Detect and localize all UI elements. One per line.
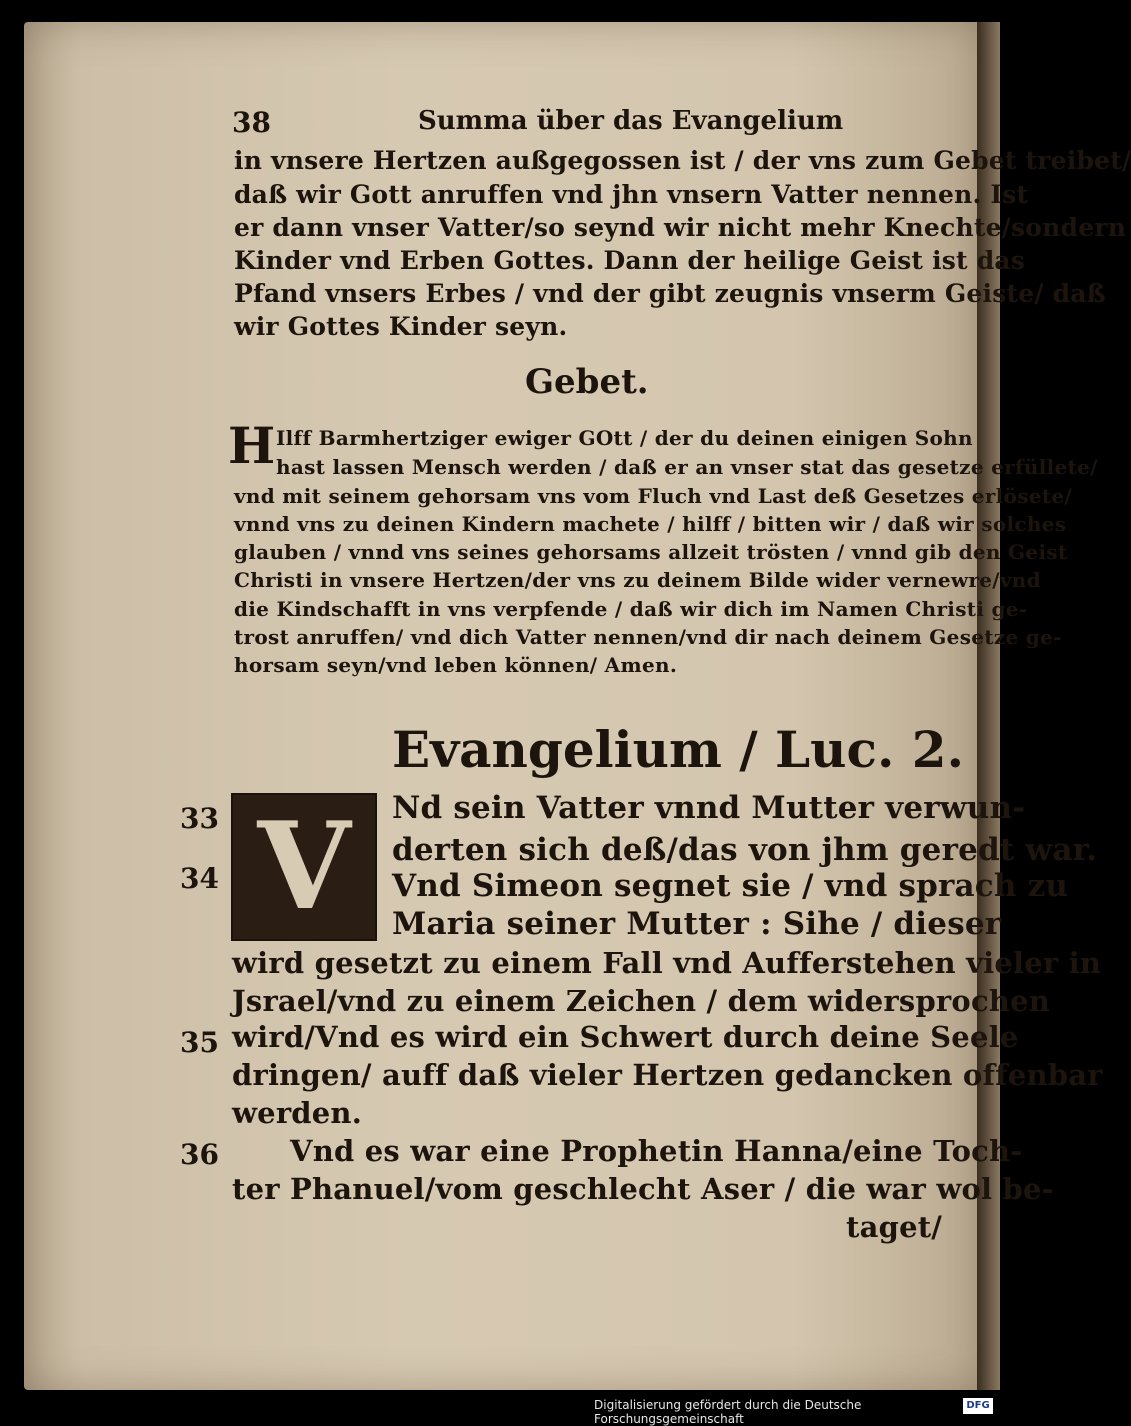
paragraph1-line: Kinder vnd Erben Gottes. Dann der heilige Geist ist das: [234, 246, 1026, 275]
gospel-heading: Evangelium / Luc. 2.: [392, 720, 964, 779]
verse-number: 36: [180, 1138, 219, 1171]
prayer-initial-letter: H: [228, 416, 276, 475]
gospel-line: Vnd Simeon segnet sie / vnd sprach zu: [392, 868, 1069, 904]
gospel-line: wird gesetzt zu einem Fall vnd Aufferstehen vieler in: [232, 946, 1102, 980]
prayer-line: Ilff Barmhertziger ewiger GOtt / der du deinen einigen Sohn: [276, 426, 973, 450]
prayer-line: vnd mit seinem gehorsam vns vom Fluch vnd Last deß Gesetzes erlösete/: [234, 484, 1072, 508]
gospel-line: derten sich deß/das von jhm geredt war.: [392, 832, 1098, 868]
drop-cap-letter: V: [257, 796, 351, 937]
paragraph1-line: in vnsere Hertzen außgegossen ist / der vns zum Gebet treibet/: [234, 146, 1131, 175]
gospel-line: Vnd es war eine Prophetin Hanna/eine Toch-: [290, 1134, 1023, 1168]
verse-number: 33: [180, 802, 219, 835]
gospel-line: taget/: [846, 1210, 943, 1244]
paragraph1-line: wir Gottes Kinder seyn.: [234, 312, 568, 341]
gospel-line: Nd sein Vatter vnnd Mutter verwun-: [392, 790, 1026, 826]
gospel-line: ter Phanuel/vom geschlecht Aser / die war wol be-: [232, 1172, 1054, 1206]
prayer-line: trost anruffen/ vnd dich Vatter nennen/vnd dir nach deinem Gesetze ge-: [234, 625, 1062, 649]
page-number: 38: [232, 106, 271, 139]
ornamental-drop-cap: [231, 793, 377, 941]
running-title: Summa über das Evangelium: [418, 106, 844, 136]
prayer-line: die Kindschafft in vns verpfende / daß wir dich im Namen Christi ge-: [234, 597, 1028, 621]
verse-number: 35: [180, 1026, 219, 1059]
paragraph1-line: Pfand vnsers Erbes / vnd der gibt zeugnis vnserm Geiste/ daß: [234, 279, 1106, 308]
prayer-heading: Gebet.: [525, 362, 649, 402]
verse-number: 34: [180, 862, 219, 895]
gospel-line: wird/Vnd es wird ein Schwert durch deine Seele: [232, 1020, 1019, 1054]
dfg-logo: DFG: [963, 1398, 993, 1414]
gospel-line: werden.: [232, 1096, 363, 1130]
paragraph1-line: er dann vnser Vatter/so seynd wir nicht mehr Knechte/sondern: [234, 213, 1127, 242]
gospel-line: dringen/ auff daß vieler Hertzen gedancken offenbar: [232, 1058, 1103, 1092]
gospel-line: Maria seiner Mutter : Sihe / dieser: [392, 906, 1002, 942]
prayer-line: Christi in vnsere Hertzen/der vns zu deinem Bilde wider vernewre/vnd: [234, 568, 1041, 592]
paragraph1-line: daß wir Gott anruffen vnd jhn vnsern Vatter nennen. Ist: [234, 180, 1029, 209]
prayer-line: glauben / vnnd vns seines gehorsams allzeit trösten / vnnd gib den Geist: [234, 540, 1068, 564]
gospel-line: Jsrael/vnd zu einem Zeichen / dem widersprochen: [232, 984, 1051, 1018]
prayer-line: horsam seyn/vnd leben können/ Amen.: [234, 653, 678, 677]
prayer-line: vnnd vns zu deinen Kindern machete / hilff / bitten wir / daß wir solches: [234, 512, 1067, 536]
footer-credit: Digitalisierung gefördert durch die Deutsche Forschungsgemeinschaft: [594, 1398, 862, 1426]
prayer-line: hast lassen Mensch werden / daß er an vnser stat das gesetze erfüllete/: [276, 455, 1098, 479]
